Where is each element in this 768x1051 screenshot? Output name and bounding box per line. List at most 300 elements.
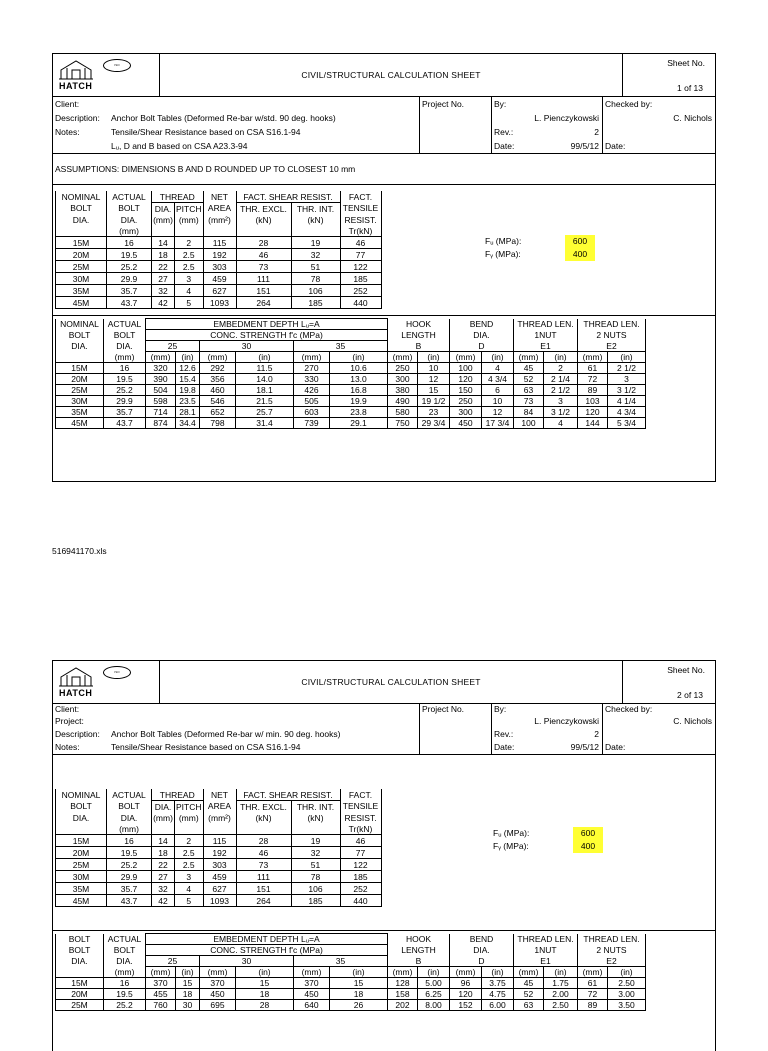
header-cell: (in)	[236, 967, 294, 978]
table-cell: 25M	[56, 261, 107, 273]
header-cell: BOLT	[104, 330, 146, 341]
header-cell: THREAD LEN.	[578, 319, 646, 330]
table-cell: 120	[578, 407, 608, 418]
header-cell: AREA	[203, 203, 236, 215]
notes-label: Notes:	[55, 742, 80, 752]
header-cell	[56, 967, 104, 978]
table-cell: 2	[175, 835, 204, 847]
table-cell: 2 1/2	[544, 385, 578, 396]
rev-label: Rev.:	[494, 729, 514, 739]
table-cell: 10.6	[330, 363, 388, 374]
header-cell: THREAD LEN.	[578, 934, 646, 945]
table-cell: 2	[544, 363, 578, 374]
table-cell: 14	[152, 237, 175, 249]
header-cell: DIA.	[104, 956, 146, 967]
header-cell: NOMINAL	[56, 319, 104, 330]
header-cell	[236, 823, 291, 835]
header-cell: (in)	[544, 352, 578, 363]
header-cell: TENSILE	[340, 801, 381, 813]
bolt-properties-table	[55, 191, 382, 309]
header-cell: HOOK	[388, 934, 450, 945]
header-cell: 35	[294, 341, 388, 352]
table-cell: 19 1/2	[418, 396, 450, 407]
table-cell: 20M	[56, 847, 107, 859]
table-cell: 46	[236, 847, 291, 859]
header-cell: (mm)	[388, 352, 418, 363]
description-label: Description:	[55, 113, 100, 123]
table-cell: 250	[388, 363, 418, 374]
table-cell: 23.5	[176, 396, 200, 407]
table-cell: 32	[152, 285, 175, 297]
header-cell	[291, 823, 340, 835]
header-cell: B	[388, 341, 450, 352]
header-cell: THR. INT.	[291, 203, 340, 215]
header-cell: (mm)	[153, 812, 173, 823]
header-cell: NOMINAL	[56, 789, 107, 801]
table-cell: 2.5	[175, 261, 204, 273]
material-strengths	[485, 235, 595, 261]
table-row	[56, 297, 382, 309]
header-cell: (in)	[608, 352, 646, 363]
table-cell: 32	[152, 883, 175, 895]
table-cell: 22	[152, 261, 175, 273]
header-cell: (mm)	[514, 967, 544, 978]
table-cell: 4 3/4	[608, 407, 646, 418]
table-cell: 640	[294, 1000, 330, 1011]
header-cell: THR. EXCL.	[236, 203, 291, 215]
header-cell: BOLT	[104, 945, 146, 956]
table-cell: 10	[482, 396, 514, 407]
header-cell: (in)	[330, 352, 388, 363]
table-cell: 120	[450, 989, 482, 1000]
table-cell: 450	[294, 989, 330, 1000]
table-cell: 185	[340, 871, 381, 883]
rev-value: 2	[594, 127, 599, 137]
header-cell: D	[450, 341, 514, 352]
table-cell: 192	[203, 847, 236, 859]
table-cell: 303	[203, 261, 236, 273]
header-cell: 30	[200, 341, 294, 352]
table-cell: 10	[418, 363, 450, 374]
header-cell: HOOK	[388, 319, 450, 330]
sheet-2	[52, 660, 716, 1051]
table-cell: 46	[340, 835, 381, 847]
table-cell: 13.0	[330, 374, 388, 385]
fu-value: 600	[565, 235, 595, 248]
table-cell: 15M	[56, 363, 104, 374]
embedment-section	[52, 316, 716, 482]
table-cell: 4	[175, 285, 204, 297]
table-cell: 106	[291, 883, 340, 895]
table-cell: 12	[482, 407, 514, 418]
table-cell: 2 1/4	[544, 374, 578, 385]
table-cell: 100	[514, 418, 544, 429]
header-cell: DIA.	[107, 812, 152, 823]
checked-by-label: Checked by:	[605, 704, 653, 714]
fu-label: Fᵤ (MPa):	[485, 236, 522, 246]
table-cell: 5.00	[418, 978, 450, 989]
table-cell: 25.2	[107, 859, 152, 871]
table-cell: 23.8	[330, 407, 388, 418]
header-cell: ACTUAL	[104, 934, 146, 945]
table-cell: 652	[200, 407, 236, 418]
table-cell: 20M	[56, 989, 104, 1000]
table-cell: 18.1	[236, 385, 294, 396]
table-row	[56, 407, 646, 418]
table-cell: 6.00	[482, 1000, 514, 1011]
table-cell: 695	[200, 1000, 236, 1011]
header-cell: (in)	[608, 967, 646, 978]
table-cell: 714	[146, 407, 176, 418]
table-cell: 158	[388, 989, 418, 1000]
table-cell: 4	[544, 418, 578, 429]
header-cell: FACT.	[340, 191, 381, 203]
table-cell: 874	[146, 418, 176, 429]
fu-label: Fᵤ (MPa):	[493, 828, 530, 838]
table-cell: 29.1	[330, 418, 388, 429]
table-row	[56, 396, 646, 407]
table-cell: 35.7	[107, 883, 152, 895]
table-cell: 598	[146, 396, 176, 407]
header-cell: (mm)	[294, 967, 330, 978]
header-cell: (kN)	[291, 214, 340, 225]
date-label: Date:	[494, 141, 515, 151]
table-cell: 459	[203, 273, 236, 285]
rev-value: 2	[594, 729, 599, 739]
fy-label: Fᵧ (MPa):	[485, 249, 521, 259]
table-cell: 19.5	[107, 249, 152, 261]
table-cell: 72	[578, 989, 608, 1000]
table-cell: 34.4	[176, 418, 200, 429]
table-cell: 18	[152, 847, 175, 859]
header-cell: THREAD LEN.	[514, 319, 578, 330]
table-cell: 25.2	[107, 261, 152, 273]
table-cell: 30M	[56, 871, 107, 883]
table-cell: 440	[340, 895, 381, 907]
table-cell: 5	[175, 297, 204, 309]
table-row	[56, 835, 382, 847]
header-cell: DIA.	[56, 341, 104, 352]
header-cell: ACTUAL	[104, 319, 146, 330]
table-cell: 32	[291, 847, 340, 859]
table-cell: 115	[203, 237, 236, 249]
project-no-label: Project No.	[422, 704, 465, 714]
header-cell: BOLT	[56, 801, 107, 813]
table-cell: 4	[482, 363, 514, 374]
table-cell: 52	[514, 989, 544, 1000]
table-cell: 15M	[56, 237, 107, 249]
table-row	[56, 883, 382, 895]
table-cell: 1093	[203, 297, 236, 309]
table-cell: 459	[203, 871, 236, 883]
table-cell: 192	[203, 249, 236, 261]
table-cell: 128	[388, 978, 418, 989]
table-cell: 5 3/4	[608, 418, 646, 429]
table-cell: 3	[544, 396, 578, 407]
sheet-number-cell	[622, 661, 715, 703]
table-cell: 42	[152, 297, 175, 309]
table-cell: 252	[340, 883, 381, 895]
checked-by-label: Checked by:	[605, 99, 653, 109]
table-cell: 2.00	[544, 989, 578, 1000]
table-cell: 380	[388, 385, 418, 396]
sheet-number-label: Sheet No.	[667, 665, 705, 675]
table-cell: 11.5	[236, 363, 294, 374]
table-row	[56, 237, 382, 249]
table-cell: 45	[514, 978, 544, 989]
header-cell: (mm)	[450, 967, 482, 978]
table-cell: 61	[578, 363, 608, 374]
table-cell: 77	[340, 249, 381, 261]
table-cell: 3 1/2	[608, 385, 646, 396]
table-cell: 264	[236, 297, 291, 309]
table-cell: 6	[482, 385, 514, 396]
table-cell: 28	[236, 237, 291, 249]
table-cell: 89	[578, 1000, 608, 1011]
table-cell: 2.50	[544, 1000, 578, 1011]
table-cell: 84	[514, 407, 544, 418]
table-cell: 292	[200, 363, 236, 374]
header-cell: (mm)	[388, 967, 418, 978]
table-cell: 370	[200, 978, 236, 989]
header-cell: CONC. STRENGTH f'c (MPa)	[146, 330, 388, 341]
table-cell: 29.9	[107, 273, 152, 285]
table-cell: 25M	[56, 1000, 104, 1011]
header-cell: (mm)	[104, 352, 146, 363]
header-cell: (in)	[176, 967, 200, 978]
header-cell: (mm)	[175, 812, 204, 823]
header-cell: FACT. SHEAR RESIST.	[236, 191, 340, 203]
table-cell: 103	[578, 396, 608, 407]
table-cell: 25.7	[236, 407, 294, 418]
by-label: By:	[494, 99, 507, 109]
header-cell: (mm²)	[203, 812, 236, 823]
notes-label: Notes:	[55, 127, 80, 137]
header-cell: LENGTH	[388, 330, 450, 341]
client-label: Client:	[55, 99, 80, 109]
table-cell: 370	[294, 978, 330, 989]
table-cell: 185	[291, 895, 340, 907]
table-cell: 45M	[56, 418, 104, 429]
table-cell: 14	[152, 835, 175, 847]
sheet-header	[52, 660, 716, 704]
table-cell: 151	[236, 285, 291, 297]
table-cell: 4 3/4	[482, 374, 514, 385]
table-cell: 27	[152, 871, 175, 883]
table-cell: 19.8	[176, 385, 200, 396]
header-cell: BOLT	[56, 945, 104, 956]
header-cell: BOLT	[56, 934, 104, 945]
table-cell: 72	[578, 374, 608, 385]
header-cell: THR. INT.	[291, 801, 340, 813]
table-row	[56, 895, 382, 907]
sheet-header	[52, 53, 716, 97]
sheet-info	[52, 97, 716, 154]
notes: Tensile/Shear Resistance based on CSA S16.1-94	[111, 742, 301, 752]
table-cell: 2.5	[175, 249, 204, 261]
table-cell: 264	[236, 895, 291, 907]
header-cell: PITCH	[176, 203, 202, 214]
header-cell: THREAD LEN.	[514, 934, 578, 945]
table-cell: 51	[291, 859, 340, 871]
header-cell: 35	[294, 956, 388, 967]
header-cell: (mm)	[450, 352, 482, 363]
table-cell: 20M	[56, 374, 104, 385]
table-cell: 760	[146, 1000, 176, 1011]
table-row	[56, 978, 646, 989]
header-cell: (kN)	[236, 214, 291, 225]
table-cell: 77	[340, 847, 381, 859]
header-cell	[236, 225, 291, 237]
table-cell: 21.5	[236, 396, 294, 407]
brand-name: HATCH	[59, 81, 93, 91]
header-cell: DIA.	[152, 203, 175, 215]
checked-by-name: C. Nichols	[673, 113, 712, 123]
table-cell: 504	[146, 385, 176, 396]
table-cell: 490	[388, 396, 418, 407]
header-cell	[203, 225, 236, 237]
table-cell: 144	[578, 418, 608, 429]
table-cell: 73	[236, 261, 291, 273]
table-cell: 111	[236, 273, 291, 285]
header-cell: FACT. SHEAR RESIST.	[236, 789, 340, 801]
table-cell: 19.9	[330, 396, 388, 407]
table-cell: 46	[236, 249, 291, 261]
table-cell: 51	[291, 261, 340, 273]
embedment-table	[55, 318, 646, 429]
header-cell	[175, 823, 204, 835]
table-cell: 15	[176, 978, 200, 989]
table-row	[56, 261, 382, 273]
table-cell: 23	[418, 407, 450, 418]
table-cell: 63	[514, 385, 544, 396]
table-cell: 18	[152, 249, 175, 261]
file-name: 516941170.xls	[52, 546, 107, 556]
checked-date-label: Date:	[605, 141, 626, 151]
table-cell: 29.9	[104, 396, 146, 407]
sheet-title: CIVIL/STRUCTURAL CALCULATION SHEET	[301, 677, 481, 687]
notes: Tensile/Shear Resistance based on CSA S16.1-94	[111, 127, 301, 137]
header-cell: 2 NUTS	[578, 945, 646, 956]
table-cell: 45M	[56, 895, 107, 907]
table-cell: 43.7	[107, 895, 152, 907]
header-cell: (in)	[418, 967, 450, 978]
table-cell: 22	[152, 859, 175, 871]
table-cell: 320	[146, 363, 176, 374]
table-cell: 35M	[56, 883, 107, 895]
table-cell: 106	[291, 285, 340, 297]
header-cell	[203, 823, 236, 835]
table-cell: 26	[330, 1000, 388, 1011]
table-cell: 16	[107, 237, 152, 249]
table-cell: 28	[236, 835, 291, 847]
header-cell: (kN)	[236, 812, 291, 823]
table-cell: 18	[176, 989, 200, 1000]
header-cell: 1NUT	[514, 330, 578, 341]
header-cell	[56, 823, 107, 835]
table-cell: 330	[294, 374, 330, 385]
header-cell: (mm)	[200, 967, 236, 978]
table-cell: 46	[340, 237, 381, 249]
fy-label: Fᵧ (MPa):	[493, 841, 529, 851]
table-cell: 30M	[56, 396, 104, 407]
header-cell	[152, 225, 175, 237]
sheet-info	[52, 704, 716, 755]
table-cell: 63	[514, 1000, 544, 1011]
table-cell: 3	[175, 273, 204, 285]
header-cell: (in)	[544, 967, 578, 978]
header-cell: E1	[514, 956, 578, 967]
hatch-logo	[53, 661, 160, 703]
date-value: 99/5/12	[570, 742, 599, 752]
table-cell: 25.2	[104, 385, 146, 396]
table-cell: 185	[340, 273, 381, 285]
table-cell: 111	[236, 871, 291, 883]
header-cell: E2	[578, 956, 646, 967]
notes-line-2: Lᵤ, D and B based on CSA A23.3-94	[111, 141, 248, 151]
header-cell: (in)	[482, 352, 514, 363]
header-cell: NET	[203, 191, 236, 203]
header-cell: EMBEDMENT DEPTH Lᵤ=A	[146, 319, 388, 330]
header-cell: PITCH	[176, 801, 202, 812]
sheet-title: CIVIL/STRUCTURAL CALCULATION SHEET	[301, 70, 481, 80]
table-cell: 4 1/4	[608, 396, 646, 407]
fy-value: 400	[573, 840, 603, 853]
header-cell: D	[450, 956, 514, 967]
fy-value: 400	[565, 248, 595, 261]
table-cell: 27	[152, 273, 175, 285]
table-cell: 15	[330, 978, 388, 989]
table-cell: 28.1	[176, 407, 200, 418]
header-cell: RESIST.	[340, 214, 381, 225]
table-cell: 739	[294, 418, 330, 429]
table-cell: 96	[450, 978, 482, 989]
table-cell: 19	[291, 237, 340, 249]
checked-date-label: Date:	[605, 742, 626, 752]
table-cell: 45	[514, 363, 544, 374]
header-cell: FACT.	[340, 789, 381, 801]
table-row	[56, 385, 646, 396]
header-cell: (mm)	[104, 967, 146, 978]
table-cell: 6.25	[418, 989, 450, 1000]
table-cell: 3	[608, 374, 646, 385]
table-cell: 627	[203, 285, 236, 297]
table-cell: 19.5	[104, 989, 146, 1000]
table-cell: 15.4	[176, 374, 200, 385]
table-cell: 120	[450, 374, 482, 385]
header-cell: DIA.	[450, 945, 514, 956]
properties-section	[52, 185, 716, 316]
table-cell: 450	[200, 989, 236, 1000]
table-cell: 300	[388, 374, 418, 385]
table-cell: 18	[330, 989, 388, 1000]
table-cell: 3	[175, 871, 204, 883]
fu-value: 600	[573, 827, 603, 840]
table-cell: 43.7	[104, 418, 146, 429]
sheet-1	[52, 53, 716, 482]
table-cell: 31.4	[236, 418, 294, 429]
table-cell: 3.00	[608, 989, 646, 1000]
header-cell: THREAD	[152, 191, 204, 203]
table-cell: 152	[450, 1000, 482, 1011]
description: Anchor Bolt Tables (Deformed Re-bar w/std. 90 deg. hooks)	[111, 113, 336, 123]
header-cell: DIA.	[104, 341, 146, 352]
table-cell: 627	[203, 883, 236, 895]
table-cell: 15M	[56, 978, 104, 989]
table-cell: 370	[146, 978, 176, 989]
table-row	[56, 871, 382, 883]
header-cell: Tr(kN)	[340, 225, 381, 237]
